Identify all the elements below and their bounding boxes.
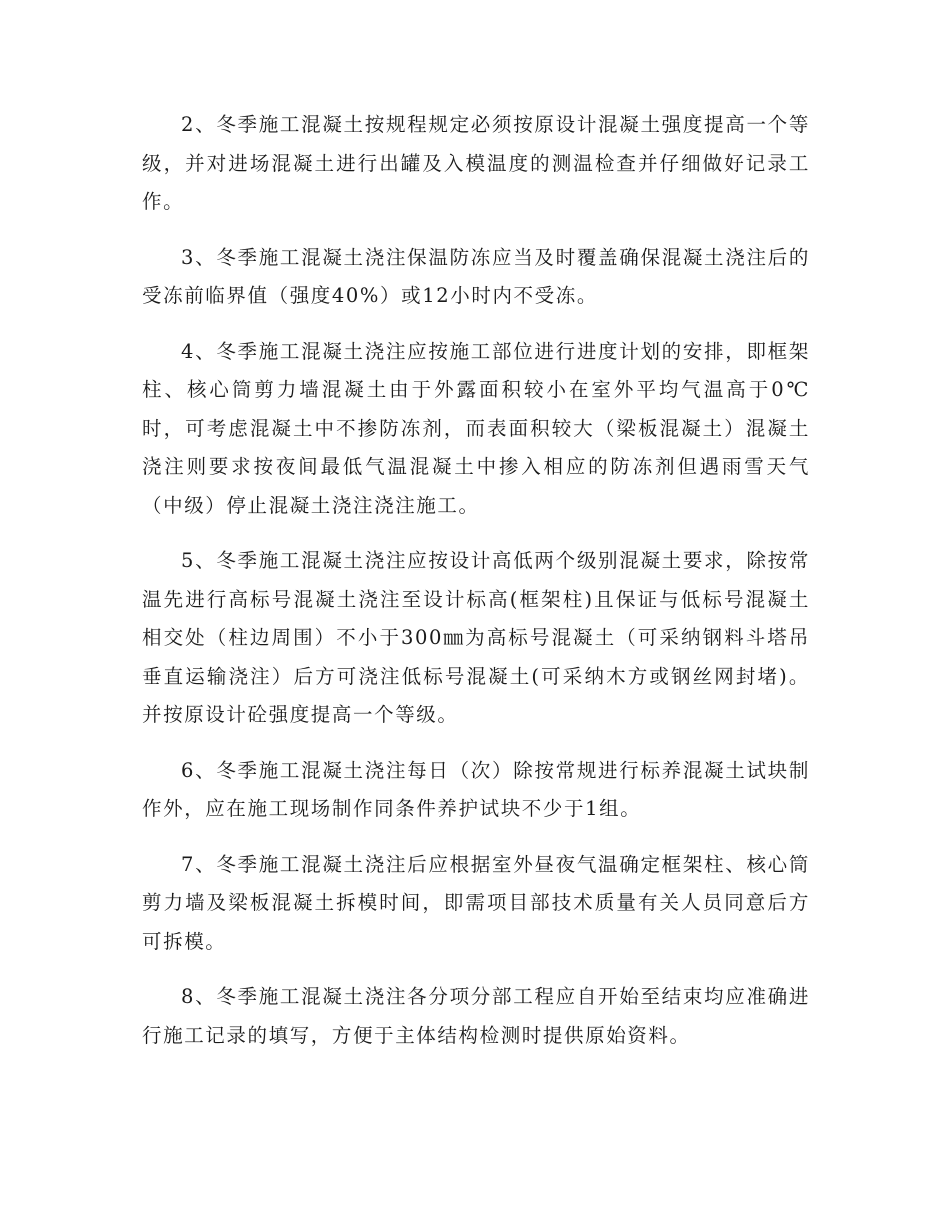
paragraph-2: 2、冬季施工混凝土按规程规定必须按原设计混凝土强度提高一个等级，并对进场混凝土进行出罐及入模温度的测温检查并仔细做好记录工作。	[142, 113, 810, 213]
paragraph-4: 4、冬季施工混凝土浇注应按施工部位进行进度计划的安排，即框架柱、核心筒剪力墙混凝土由于外露面积较小在室外平均气温高于0℃时，可考虑混凝土中不掺防冻剂，而表面积较大（梁板混凝土）混凝土浇注则要求按夜间最低气温混凝土中掺入相应的防冻剂但遇雨雪天气（中级）停止混凝土浇注浇注施工。	[142, 339, 810, 517]
paragraph-5: 5、冬季施工混凝土浇注应按设计高低两个级别混凝土要求，除按常温先进行高标号混凝土浇注至设计标高(框架柱)且保证与低标号混凝土相交处（柱边周围）不小于300㎜为高标号混凝土（可采纳钢料斗塔吊垂直运输浇注）后方可浇注低标号混凝土(可采纳木方或钢丝网封堵)。并按原设计砼强度提高一个等级。	[142, 549, 810, 726]
paragraph-3: 3、冬季施工混凝土浇注保温防冻应当及时覆盖确保混凝土浇注后的受冻前临界值（强度40%）或12小时内不受冻。	[142, 245, 810, 307]
paragraph-8: 8、冬季施工混凝土浇注各分项分部工程应自开始至结束均应准确进行施工记录的填写，方便于主体结构检测时提供原始资料。	[142, 985, 810, 1047]
paragraph-7: 7、冬季施工混凝土浇注后应根据室外昼夜气温确定框架柱、核心筒剪力墙及梁板混凝土拆模时间，即需项目部技术质量有关人员同意后方可拆模。	[142, 852, 810, 953]
paragraph-6: 6、冬季施工混凝土浇注每日（次）除按常规进行标养混凝土试块制作外，应在施工现场制作同条件养护试块不少于1组。	[142, 758, 810, 820]
document-page	[142, 106, 810, 1072]
